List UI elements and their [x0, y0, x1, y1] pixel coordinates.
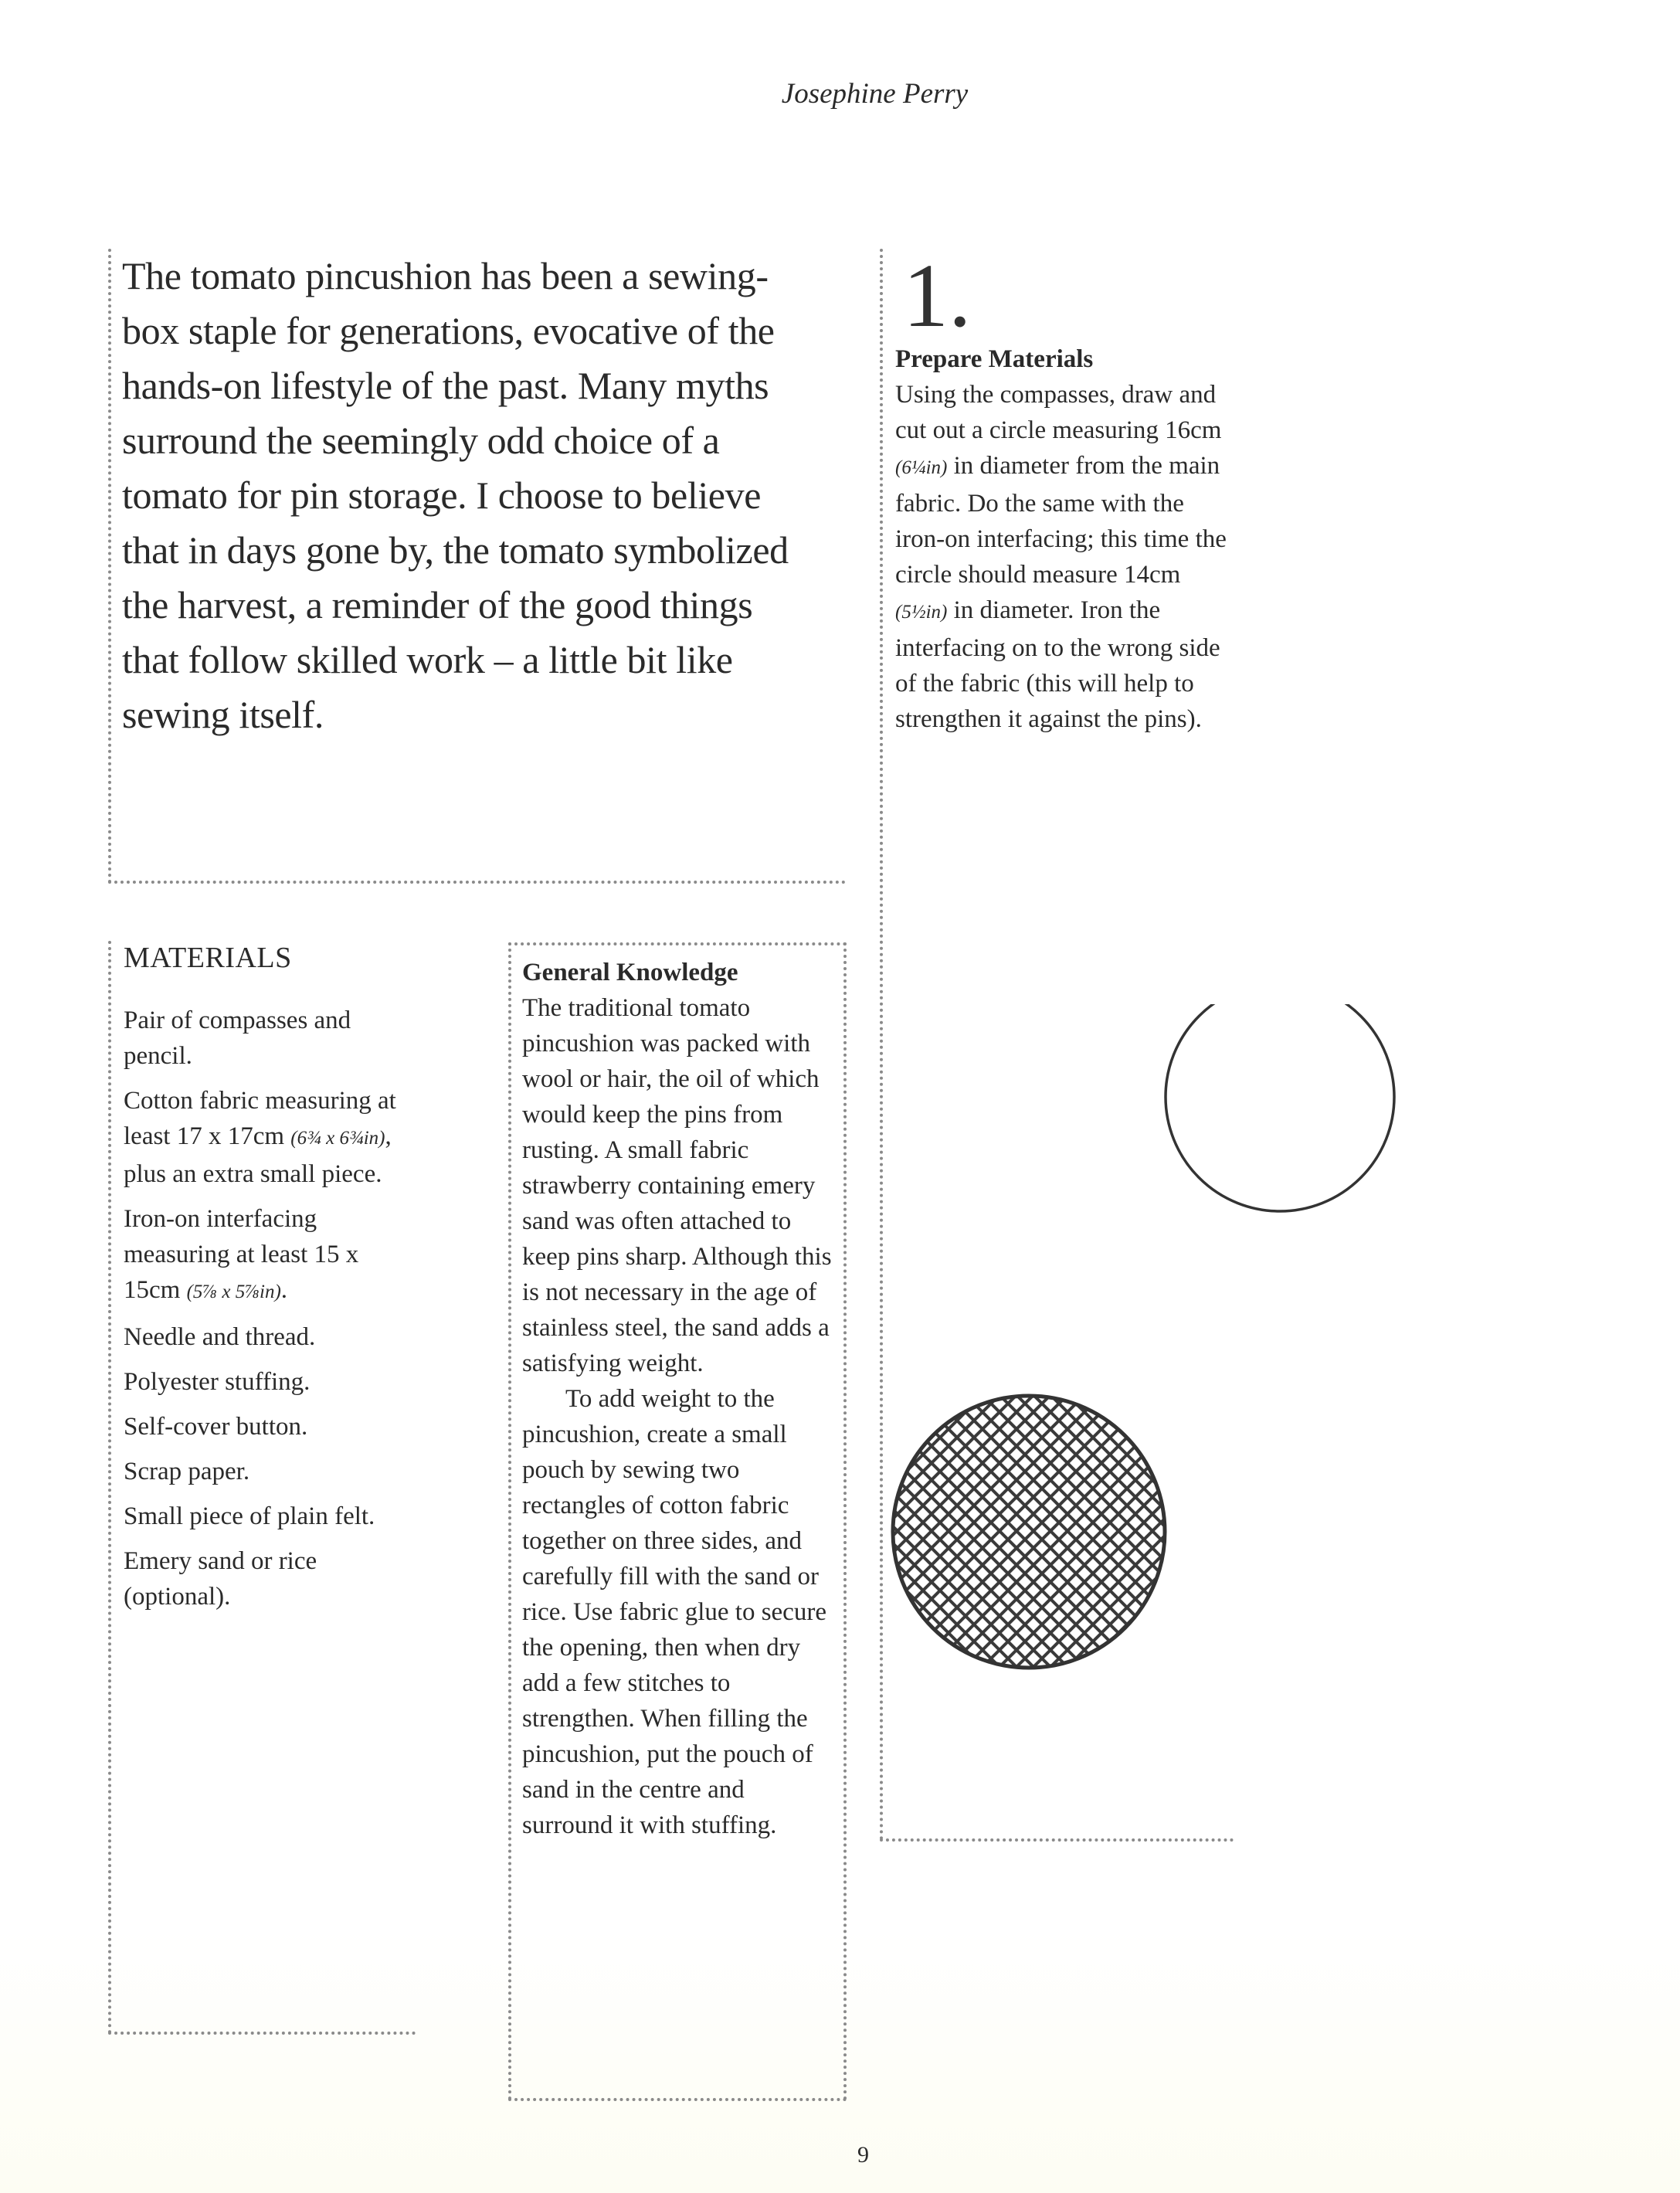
materials-item: Cotton fabric measuring at least 17 x 17cm (6¾ x 6¾in), plus an extra small piece. [124, 1087, 396, 1188]
materials-item: Polyester stuffing. [124, 1368, 311, 1396]
step-1-content [895, 341, 1235, 737]
intro-line: the harvest, a reminder of the good things [122, 583, 753, 626]
running-head-author: Josephine Perry [781, 78, 969, 110]
circles-illustration [881, 1004, 1529, 1869]
materials-list [124, 1003, 417, 1624]
intro-line: tomato for pin storage. I choose to believe [122, 474, 761, 517]
intro-line: surround the seemingly odd choice of a [122, 419, 720, 462]
intro-line: The tomato pincushion has been a sewing- [122, 254, 769, 297]
general-knowledge-title: General Knowledge [522, 959, 738, 986]
intro-line: that in days gone by, the tomato symbolized [122, 528, 789, 572]
materials-item: Scrap paper. [124, 1458, 250, 1485]
fabric-circle [1166, 1004, 1394, 1211]
step-title: Prepare Materials [895, 345, 1094, 373]
materials-item: Needle and thread. [124, 1323, 316, 1351]
general-knowledge-paragraph: The traditional tomato pincushion was packed with wool or hair, the oil of which would keep the pins from rusting. A small fabric strawberry containing emery sand was often attached to keep pins sharp. Although this is not necessary in the age of stainless steel, the sand adds a satisfying weight. [522, 994, 832, 1377]
materials-item: Emery sand or rice (optional). [124, 1547, 317, 1611]
intro-paragraph [111, 249, 848, 742]
step-number: 1. [903, 245, 972, 346]
materials-item: Small piece of plain felt. [124, 1502, 375, 1530]
intro-line: box staple for generations, evocative of the [122, 309, 775, 352]
step-text: in diameter. Iron the interfacing on to the wrong side of the fabric (this will help to strengthen it against the pins). [895, 596, 1220, 733]
general-knowledge-paragraph: To add weight to the pincushion, create a small pouch by sewing two rectangles of cotton fabric together on three sides, and carefully fill with the sand or rice. Use fabric glue to secure the opening, then when dry add a few stitches to strengthen. When filling the pincushion, put the pouch of sand in the centre and surround it with stuffing. [522, 1385, 826, 1839]
general-knowledge-box [508, 942, 847, 2101]
materials-item: Self-cover button. [124, 1413, 308, 1441]
intro-line: sewing itself. [122, 693, 324, 736]
intro-line: that follow skilled work – a little bit like [122, 638, 733, 681]
intro-line: hands-on lifestyle of the past. Many myths [122, 364, 769, 407]
materials-heading: MATERIALS [124, 942, 292, 974]
materials-box [108, 941, 416, 2035]
materials-item: Pair of compasses and pencil. [124, 1007, 351, 1070]
step-text: in diameter from the main fabric. Do the same with the iron-on interfacing; this time the circle should measure 14cm [895, 452, 1227, 589]
interfacing-circle [881, 1383, 1190, 1692]
imperial-measure: (6¼in) [895, 457, 948, 478]
general-knowledge-content [522, 955, 839, 1843]
step-text: Using the compasses, draw and cut out a circle measuring 16cm [895, 381, 1222, 444]
intro-box [108, 249, 846, 884]
imperial-measure: (5½in) [895, 602, 948, 623]
step-body [895, 377, 1235, 737]
page-number: 9 [857, 2142, 869, 2168]
materials-item: Iron-on interfacing measuring at least 15 x 15cm (5⅞ x 5⅞in). [124, 1205, 359, 1304]
